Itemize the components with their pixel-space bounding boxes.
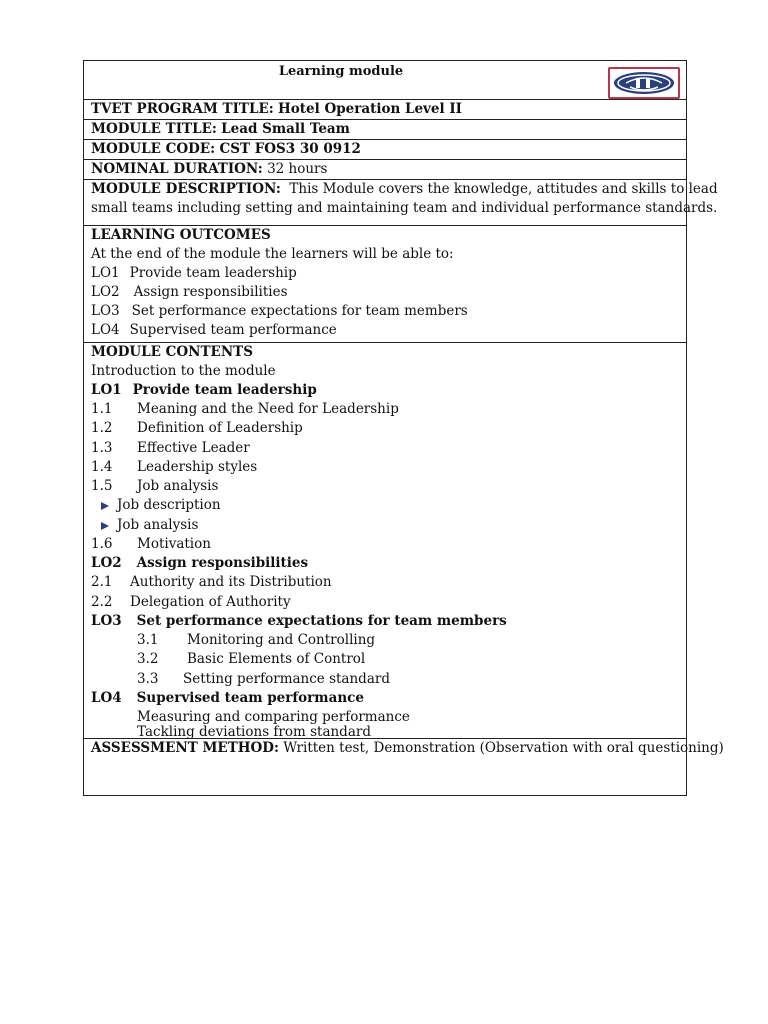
outcome-item: LO1 Provide team leadership <box>91 265 297 281</box>
lo1-heading: LO1 Provide team leadership <box>91 382 317 398</box>
bullet-item: Job analysis <box>101 516 198 535</box>
contents-row <box>84 342 686 738</box>
arrow-bullet-icon <box>101 502 109 510</box>
module-code-row <box>84 139 686 159</box>
assessment-label: ASSESSMENT METHOD: <box>91 740 279 756</box>
content-item: 2.2 Delegation of Authority <box>91 594 291 610</box>
description-row <box>84 179 718 225</box>
arrow-bullet-icon <box>101 522 109 530</box>
content-item: 1.1 Meaning and the Need for Leadership <box>91 401 399 417</box>
content-item: 3.1 Monitoring and Controlling <box>137 632 376 648</box>
logo-emblem-icon <box>610 69 678 97</box>
outcomes-heading: LEARNING OUTCOMES <box>91 227 271 243</box>
institution-logo <box>608 67 680 99</box>
module-title-value: Lead Small Team <box>221 121 350 137</box>
module-code-label: MODULE CODE: <box>91 141 216 157</box>
content-item: Tackling deviations from standard <box>137 724 371 740</box>
outcomes-intro: At the end of the module the learners will be able to: <box>91 246 454 262</box>
duration-row <box>84 159 686 179</box>
outcomes-row <box>84 225 686 342</box>
program-row <box>84 99 686 119</box>
content-item: 2.1 Authority and its Distribution <box>91 574 332 590</box>
learning-module-table <box>83 60 724 796</box>
duration-label: NOMINAL DURATION: <box>91 161 263 177</box>
lo2-heading: LO2 Assign responsibilities <box>91 555 309 571</box>
content-item: 3.3 Setting performance standard <box>137 671 390 687</box>
content-item: 1.5 Job analysis <box>91 478 219 494</box>
module-title-label: MODULE TITLE: <box>91 121 217 137</box>
duration-value: 32 hours <box>267 161 328 177</box>
bullet-item: Job description <box>101 496 221 515</box>
module-code-value: CST FOS3 30 0912 <box>219 141 361 157</box>
content-item: 1.3 Effective Leader <box>91 440 250 456</box>
description-line1: This Module covers the knowledge, attitudes and skills to lead <box>289 181 718 197</box>
module-title-row <box>84 119 686 139</box>
table-header <box>84 61 686 99</box>
lo4-heading: LO4 Supervised team performance <box>91 690 364 706</box>
description-line2: small teams including setting and maintaining team and individual performance standards. <box>91 200 718 216</box>
header-title: Learning module <box>278 64 404 79</box>
outcome-item: LO4 Supervised team performance <box>91 322 337 338</box>
lo3-heading: LO3 Set performance expectations for team members <box>91 613 507 629</box>
program-value: Hotel Operation Level II <box>278 101 462 117</box>
assessment-value: Written test, Demonstration (Observation with oral questioning) <box>283 740 724 756</box>
contents-heading: MODULE CONTENTS <box>91 344 253 360</box>
content-item: 3.2 Basic Elements of Control <box>137 651 366 667</box>
content-item: Measuring and comparing performance <box>137 709 410 725</box>
content-item: 1.4 Leadership styles <box>91 459 258 475</box>
contents-intro: Introduction to the module <box>91 363 276 379</box>
description-label: MODULE DESCRIPTION: <box>91 181 281 197</box>
outcome-item: LO3 Set performance expectations for team members <box>91 303 468 319</box>
outcome-item: LO2 Assign responsibilities <box>91 284 288 300</box>
assessment-row <box>84 738 724 796</box>
content-item: 1.2 Definition of Leadership <box>91 420 303 436</box>
content-item: 1.6 Motivation <box>91 536 211 552</box>
program-label: TVET PROGRAM TITLE: <box>91 101 274 117</box>
